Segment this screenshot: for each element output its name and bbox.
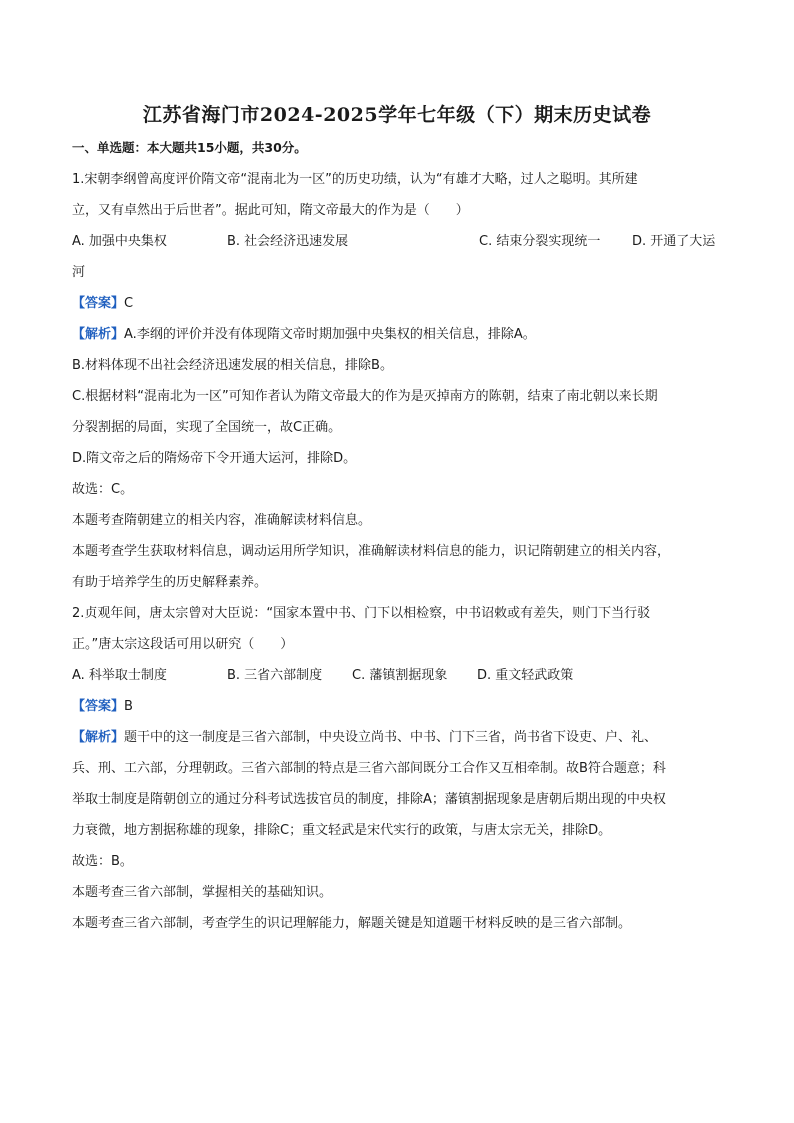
q2-option-a: A. 科举取士制度 — [72, 668, 167, 683]
q2-stem-line-2: 正。”唐太宗这段话可用以研究（ ） — [72, 637, 294, 652]
q1-choose: 故选：C。 — [72, 482, 134, 497]
answer-tag: 【答案】 — [72, 699, 125, 714]
q2-analysis-line-3: 举取士制度是隋朝创立的通过分科考试选拔官员的制度，排除A；藩镇割据现象是唐朝后期出现的中央权 — [72, 792, 666, 807]
analysis-tag: 【解析】 — [72, 327, 125, 342]
q1-answer — [72, 288, 722, 319]
q1-option-d: D. 开通了大运 — [632, 234, 716, 249]
q2-answer — [72, 691, 722, 722]
q2-analysis-line-4: 力衰微，地方割据称雄的现象，排除C；重文轻武是宋代实行的政策，与唐太宗无关，排除D。 — [72, 823, 612, 838]
q2-analysis-line-2: 兵、刑、工六部，分理朝政。三省六部制的特点是三省六部间既分工合作又互相牵制。故B符合题意；科 — [72, 761, 666, 776]
q2-stem-line-1: 2.贞观年间，唐太宗曾对大臣说：“国家本置中书、门下以相检察，中书诏敕或有差失，则门下当行驳 — [72, 606, 651, 621]
q1-analysis-a — [72, 319, 722, 350]
q1-analysis-a-text: A.李纲的评价并没有体现隋文帝时期加强中央集权的相关信息，排除A。 — [124, 327, 536, 342]
q2-option-d: D. 重文轻武政策 — [477, 668, 574, 683]
q1-option-d-wrap: 河 — [72, 265, 86, 280]
q1-option-c: C. 结束分裂实现统一 — [479, 234, 601, 249]
q2-analysis-text-1: 题干中的这一制度是三省六部制，中央设立尚书、中书、门下三省，尚书省下设吏、户、礼、 — [124, 730, 658, 745]
q2-analysis-line-1 — [72, 722, 722, 753]
q1-analysis-c-line-2: 分裂割据的局面，实现了全国统一，故C正确。 — [72, 420, 342, 435]
q2-summary-2: 本题考查三省六部制，考查学生的识记理解能力，解题关键是知道题干材料反映的是三省六部制。 — [72, 916, 632, 931]
q1-stem-line-2: 立，又有卓然出于后世者”。据此可知，隋文帝最大的作为是（ ） — [72, 203, 469, 218]
q1-option-a: A. 加强中央集权 — [72, 234, 167, 249]
q1-options — [72, 226, 722, 257]
q1-analysis-b: B.材料体现不出社会经济迅速发展的相关信息，排除B。 — [72, 358, 393, 373]
q1-summary-1: 本题考查隋朝建立的相关内容，准确解读材料信息。 — [72, 513, 372, 528]
q2-option-c: C. 藩镇割据现象 — [352, 668, 448, 683]
q1-stem-line-1: 1.宋朝李纲曾高度评价隋文帝“混南北为一区”的历史功绩，认为“有雄才大略，过人之聪明。其所建 — [72, 172, 638, 187]
answer-tag: 【答案】 — [72, 296, 125, 311]
q1-analysis-c-line-1: C.根据材料“混南北为一区”可知作者认为隋文帝最大的作为是灭掉南方的陈朝，结束了南北朝以来长期 — [72, 389, 658, 404]
analysis-tag: 【解析】 — [72, 730, 125, 745]
q2-choose: 故选：B。 — [72, 854, 133, 869]
q2-answer-value: B — [124, 699, 133, 714]
question-2 — [72, 598, 722, 939]
question-1 — [72, 164, 722, 598]
q1-summary-2-line-2: 有助于培养学生的历史解释素养。 — [72, 575, 268, 590]
q1-summary-2-line-1: 本题考查学生获取材料信息，调动运用所学知识，准确解读材料信息的能力，识记隋朝建立的相关内容， — [72, 544, 671, 559]
q2-options — [72, 660, 722, 691]
q2-option-b: B. 三省六部制度 — [227, 668, 323, 683]
page-title: 江苏省海门市2024-2025学年七年级（下）期末历史试卷 — [142, 104, 652, 126]
q2-summary-1: 本题考查三省六部制，掌握相关的基础知识。 — [72, 885, 333, 900]
q1-option-b: B. 社会经济迅速发展 — [227, 234, 349, 249]
q1-answer-value: C — [124, 296, 134, 311]
section-heading: 一、单选题：本大题共15小题，共30分。 — [72, 140, 307, 155]
q1-analysis-d: D.隋文帝之后的隋炀帝下令开通大运河，排除D。 — [72, 451, 357, 466]
exam-page — [72, 100, 722, 939]
